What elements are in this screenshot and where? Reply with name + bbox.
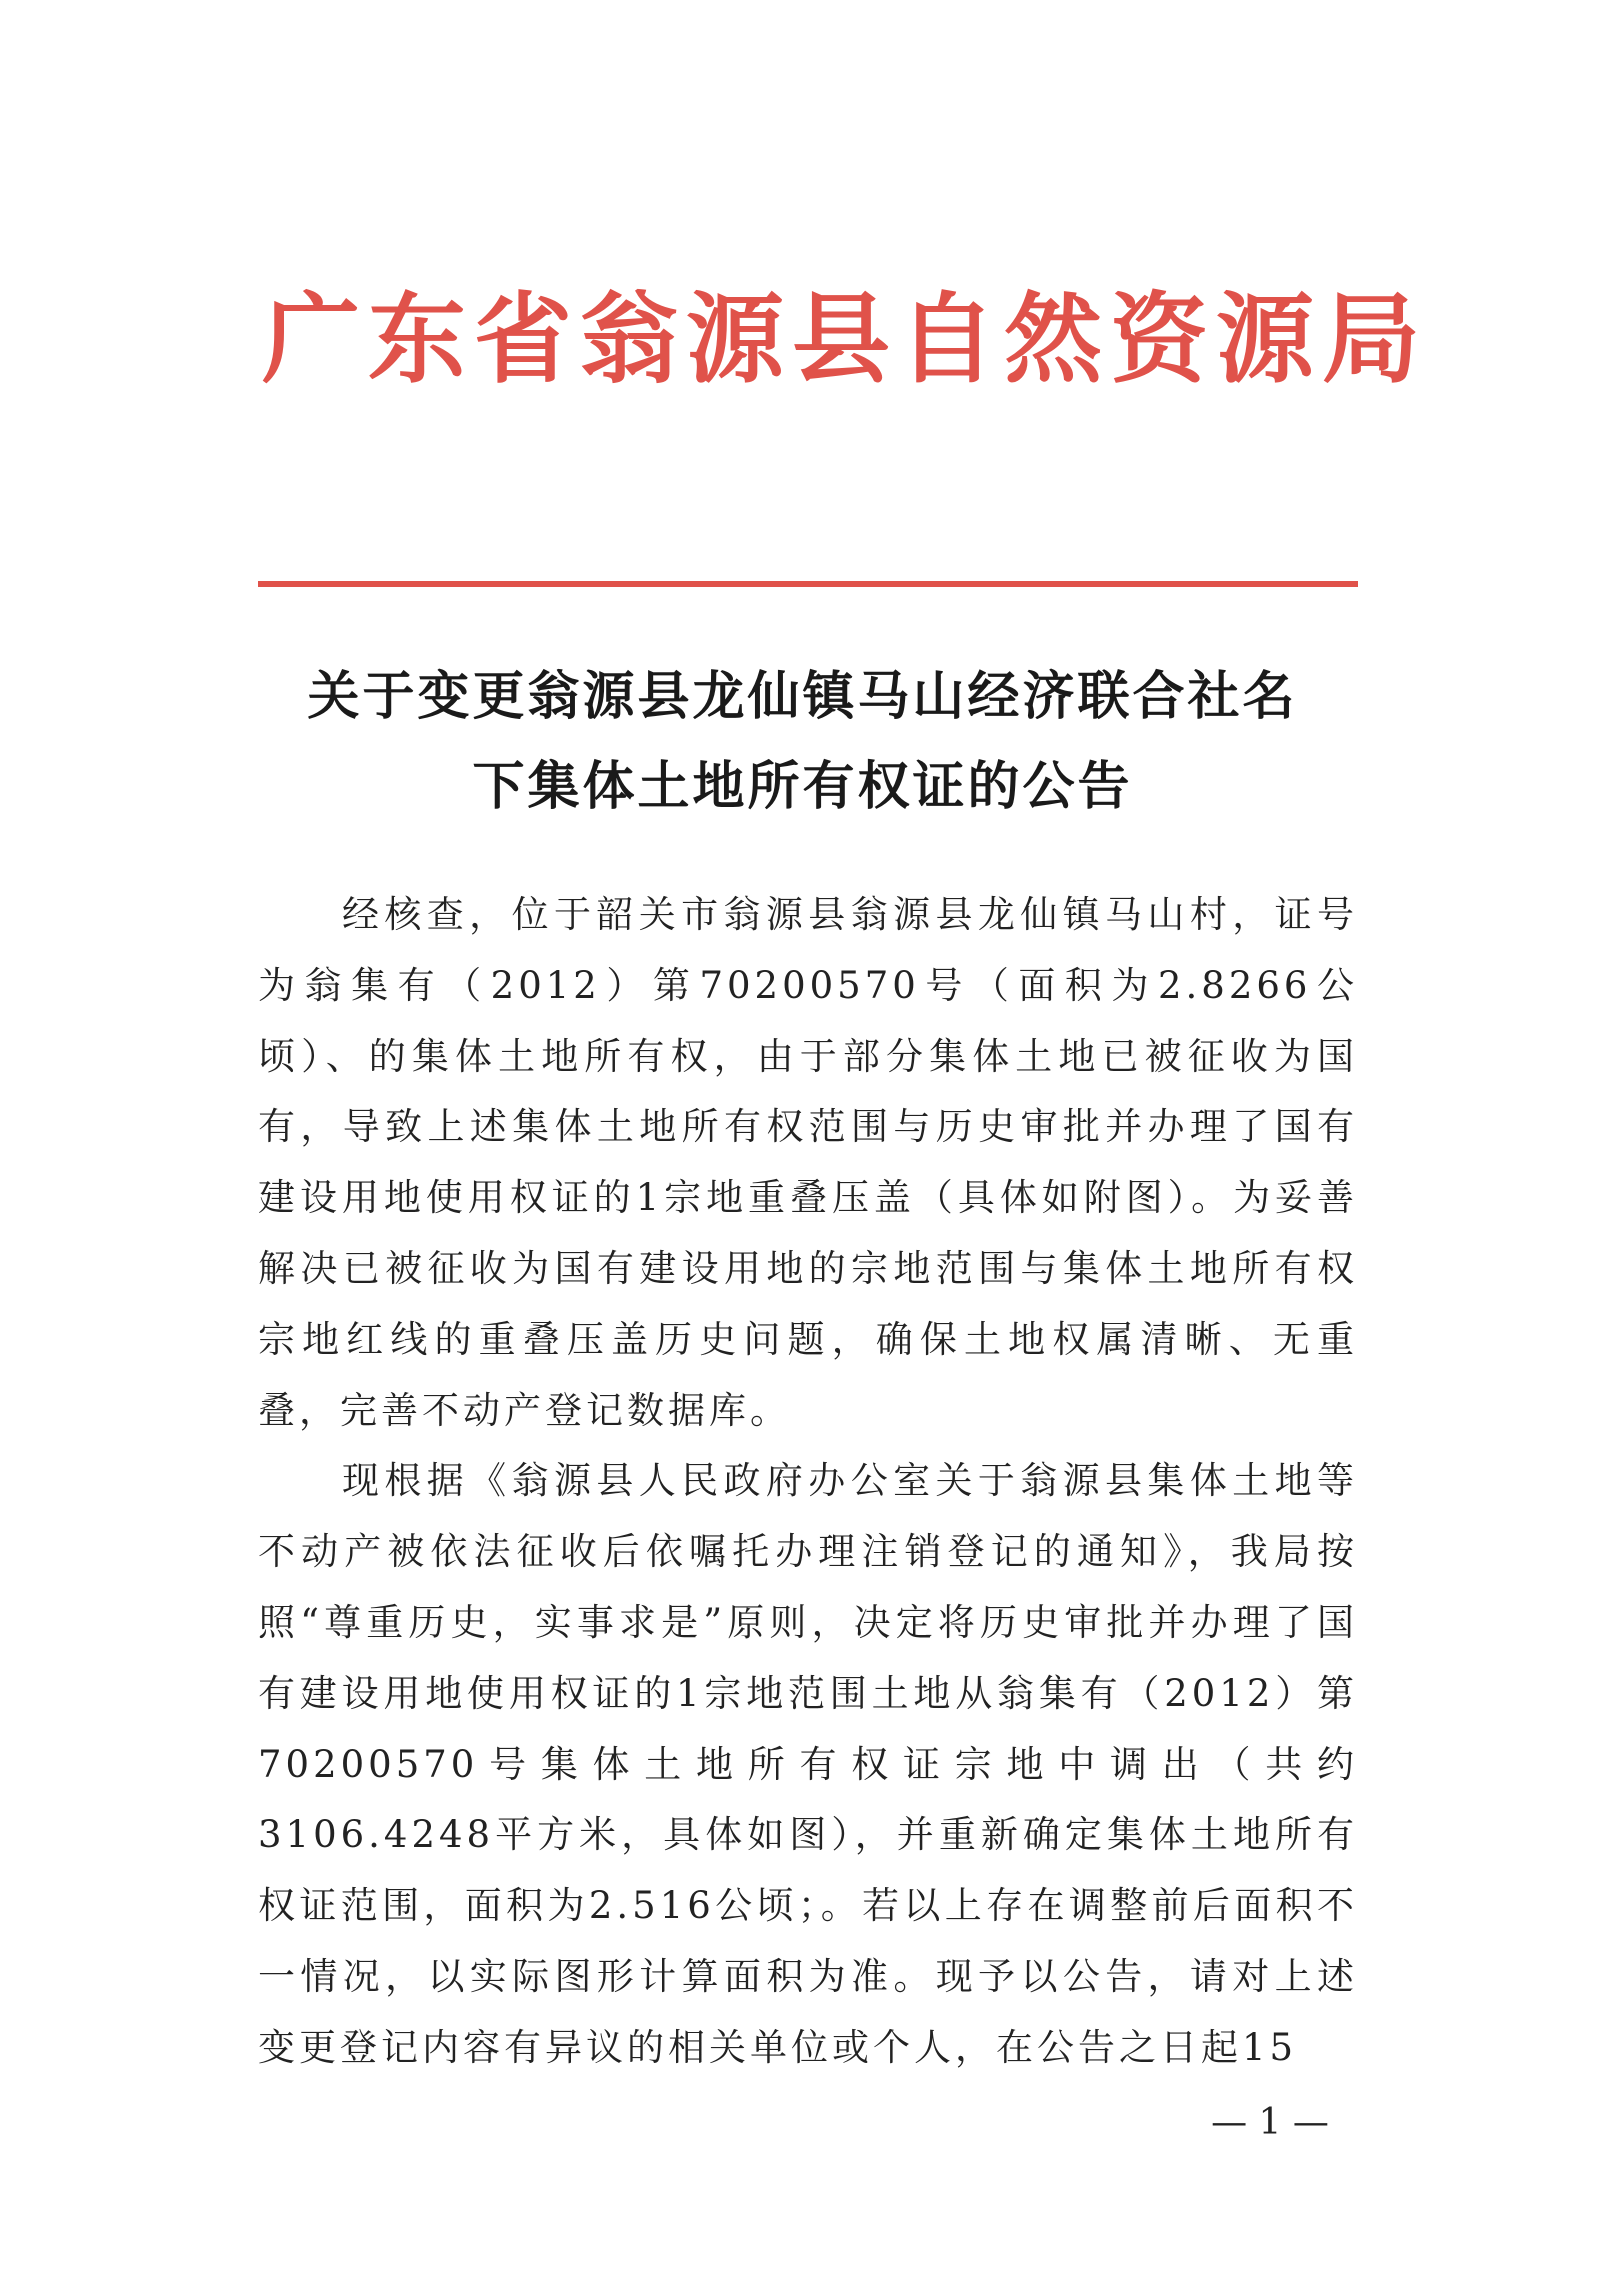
document-title-line-2: 下集体土地所有权证的公告	[472, 757, 1133, 817]
agency-letterhead: 广东省翁源县自然资源局	[262, 283, 1429, 397]
body-paragraph-2: 现根据《翁源县人民政府办公室关于翁源县集体土地等不动产被依法征收后依嘱托办理注销登记的通知》，我局按照“尊重历史，实事求是”原则，决定将历史审批并办理了国有建设用地使用权证的1宗地范围土地从翁集有（2012）第70200570号集体土地所有权证宗地中调出（共约3106.4248平方米，具体如图），并重新确定集体土地所有权证范围，面积为2.516公顷；。若以上存在调整前后面积不一情况，以实际图形计算面积为准。现予以公告，请对上述变更登记内容有异议的相关单位或个人，在公告之日起15	[258, 1459, 1358, 2069]
document-title	[240, 652, 1365, 832]
letterhead-red-divider	[258, 581, 1358, 587]
document-body	[258, 880, 1358, 2084]
page-number: — 1 —	[1211, 2102, 1329, 2143]
document-title-line-1: 关于变更翁源县龙仙镇马山经济联合社名	[307, 667, 1298, 727]
body-paragraph-1: 经核查，位于韶关市翁源县翁源县龙仙镇马山村，证号为翁集有（2012）第70200570号（面积为2.8266公顷）、的集体土地所有权，由于部分集体土地已被征收为国有，导致上述集体土地所有权范围与历史审批并办理了国有建设用地使用权证的1宗地重叠压盖（具体如附图）。为妥善解决已被征收为国有建设用地的宗地范围与集体土地所有权宗地红线的重叠压盖历史问题，确保土地权属清晰、无重叠，完善不动产登记数据库。	[258, 893, 1358, 1432]
